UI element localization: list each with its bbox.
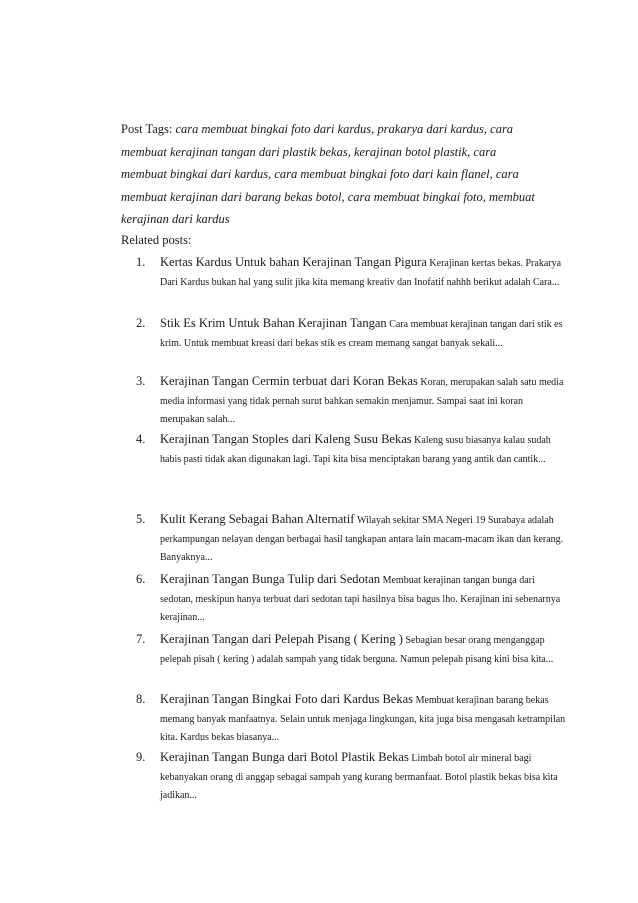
item-number: 2. <box>136 316 146 330</box>
item-number: 9. <box>136 750 146 764</box>
related-post-item <box>136 314 566 353</box>
related-post-item <box>136 748 566 806</box>
related-post-item <box>136 510 566 568</box>
item-number: 5. <box>136 512 146 526</box>
related-post-link[interactable]: Stik Es Krim Untuk Bahan Kerajinan Tangan <box>160 316 387 330</box>
related-post-excerpt: Membuat kerajinan barang bekas memang banyak manfaatnya. Selain untuk menjaga lingkungan, kita juga bisa mengasah ketrampilan kita. Kardus bekas biasanya... <box>160 695 566 743</box>
related-post-excerpt: Sebagian besar orang menganggap pelepah pisah ( kering ) adalah sampah yang tidak berguna. Namun pelepah pisang kini bisa kita... <box>160 635 554 665</box>
related-post-link[interactable]: Kerajinan Tangan Cermin terbuat dari Koran Bekas <box>160 374 418 388</box>
related-posts-label: Related posts: <box>121 233 192 247</box>
item-number: 7. <box>136 632 146 646</box>
related-post-excerpt: Kaleng susu biasanya kalau sudah habis pasti tidak akan digunakan lagi. Tapi kita bisa menciptakan barang yang antik dan cantik... <box>160 435 551 465</box>
related-post-item <box>136 253 566 292</box>
post-tags-label: Post Tags: <box>121 122 173 136</box>
related-post-link[interactable]: Kulit Kerang Sebagai Bahan Alternatif <box>160 512 355 526</box>
related-post-item <box>136 690 566 748</box>
related-post-excerpt: Wilayah sekitar SMA Negeri 19 Surabaya adalah perkampungan nelayan dengan berbagai hasil tangkapan antara lain macam-macam ikan dan kerang. Banyaknya... <box>160 515 564 563</box>
related-post-excerpt: Cara membuat kerajinan tangan dari stik es krim. Untuk membuat kreasi dari bekas stik es cream memang sangat banyak sekali... <box>160 319 563 349</box>
related-post-link[interactable]: Kerajinan Tangan dari Pelepah Pisang ( Kering ) <box>160 632 403 646</box>
related-post-link[interactable]: Kerajinan Tangan Bunga Tulip dari Sedotan <box>160 572 381 586</box>
related-post-excerpt: Kerajinan kertas bekas. Prakarya Dari Kardus bukan hal yang sulit jika kita memang kreativ dan Inofatif nahhh berikut adalah Cara... <box>160 258 562 288</box>
related-post-link[interactable]: Kertas Kardus Untuk bahan Kerajinan Tangan Pigura <box>160 255 427 269</box>
item-number: 4. <box>136 432 146 446</box>
related-post-item <box>136 372 566 430</box>
item-number: 3. <box>136 374 146 388</box>
item-number: 6. <box>136 572 146 586</box>
related-post-item <box>136 430 566 469</box>
related-post-link[interactable]: Kerajinan Tangan Bingkai Foto dari Kardus Bekas <box>160 692 414 706</box>
item-number: 1. <box>136 255 146 269</box>
post-tags <box>121 118 541 231</box>
related-post-item <box>136 570 566 628</box>
related-post-link[interactable]: Kerajinan Tangan Bunga dari Botol Plastik Bekas <box>160 750 409 764</box>
post-tags-value: cara membuat bingkai foto dari kardus, prakarya dari kardus, cara membuat kerajinan tangan dari plastik bekas, kerajinan botol plastik, cara membuat bingkai dari kardus, cara membuat bingkai foto dari kain flanel, cara membuat kerajinan dari barang bekas botol, cara membuat bingkai foto, membuat kerajinan dari kardus <box>121 122 535 227</box>
related-post-excerpt: Membuat kerajinan tangan bunga dari sedotan, meskipun hanya terbuat dari sedotan tapi hasilnya bisa bagus lho. Kerajinan ini sebenarnya kerajinan... <box>160 575 561 623</box>
related-post-item <box>136 630 566 669</box>
related-post-link[interactable]: Kerajinan Tangan Stoples dari Kaleng Susu Bekas <box>160 432 412 446</box>
related-post-excerpt: Limbah botol air mineral bagi kebanyakan orang di anggap sebagai sampah yang kurang bermanfaat. Botol plastik bekas bisa kita jadikan... <box>160 753 558 801</box>
item-number: 8. <box>136 692 146 706</box>
related-post-excerpt: Koran, merupakan salah satu media media informasi yang tidak pernah surut bahkan semakin menjamur. Sampai saat ini koran merupakan salah... <box>160 377 564 425</box>
